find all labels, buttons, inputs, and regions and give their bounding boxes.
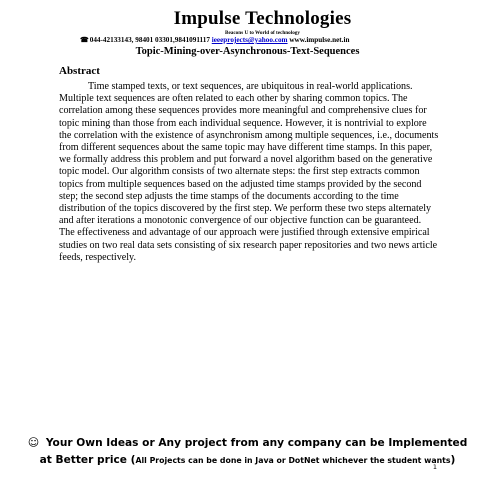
company-tagline: Beacons U to World of technology [225,30,300,36]
footer-line-2-end: ) [450,454,456,466]
phone-numbers: 044-42133143, 98401 03301,9841091117 [89,36,212,44]
footer-line-2 [0,452,495,469]
footer-line-1-text: Your Own Ideas or Any project from any company can be Implemented [45,437,468,449]
footer-banner [0,434,495,469]
document-title: Topic-Mining-over-Asynchronous-Text-Sequences [135,46,360,57]
website-text: www.impulse.net.in [287,36,350,44]
abstract-body: Time stamped texts, or text sequences, are ubiquitous in real-world applications. Multiple text sequences are often related to each other by sharing common topics. The correlation among these sequences provides more meaningful and comprehensive clues for topic mining than those from each individual sequence. However, it is nontrivial to explore the correlation with the existence of asynchronism among multiple sequences, i.e., documents from different sequences about the same topic may have different time stamps. In this paper, we formally address this problem and put forward a novel algorithm based on the generative topic model. Our algorithm consists of two alternate steps: the first step extracts common topics from multiple sequences based on the adjusted time stamps provided by the second step; the second step adjusts the time stamps of the documents according to the time distribution of the topics discovered by the first step. We perform these two steps alternately and after iterations a monotonic convergence of our objective function can be guaranteed. The effectiveness and advantage of our approach were justified through extensive empirical studies on two real data sets consisting of six research paper repositories and two news article feeds, respectively. [59,81,439,263]
footer-line-2-small: All Projects can be done in Java or DotNet whichever the student wants [135,456,451,465]
footer-line-1 [0,434,495,452]
contact-line [80,36,440,45]
page-number: 1 [432,463,437,471]
footer-line-2-main: at Better price ( [39,454,136,466]
company-name: Impulse Technologies [173,8,352,29]
smiley-icon: ☺ [27,436,40,449]
phone-icon: ☎ [80,36,89,44]
email-link[interactable]: ieeeprojects@yahoo.com [211,36,288,44]
abstract-heading: Abstract [59,65,100,77]
